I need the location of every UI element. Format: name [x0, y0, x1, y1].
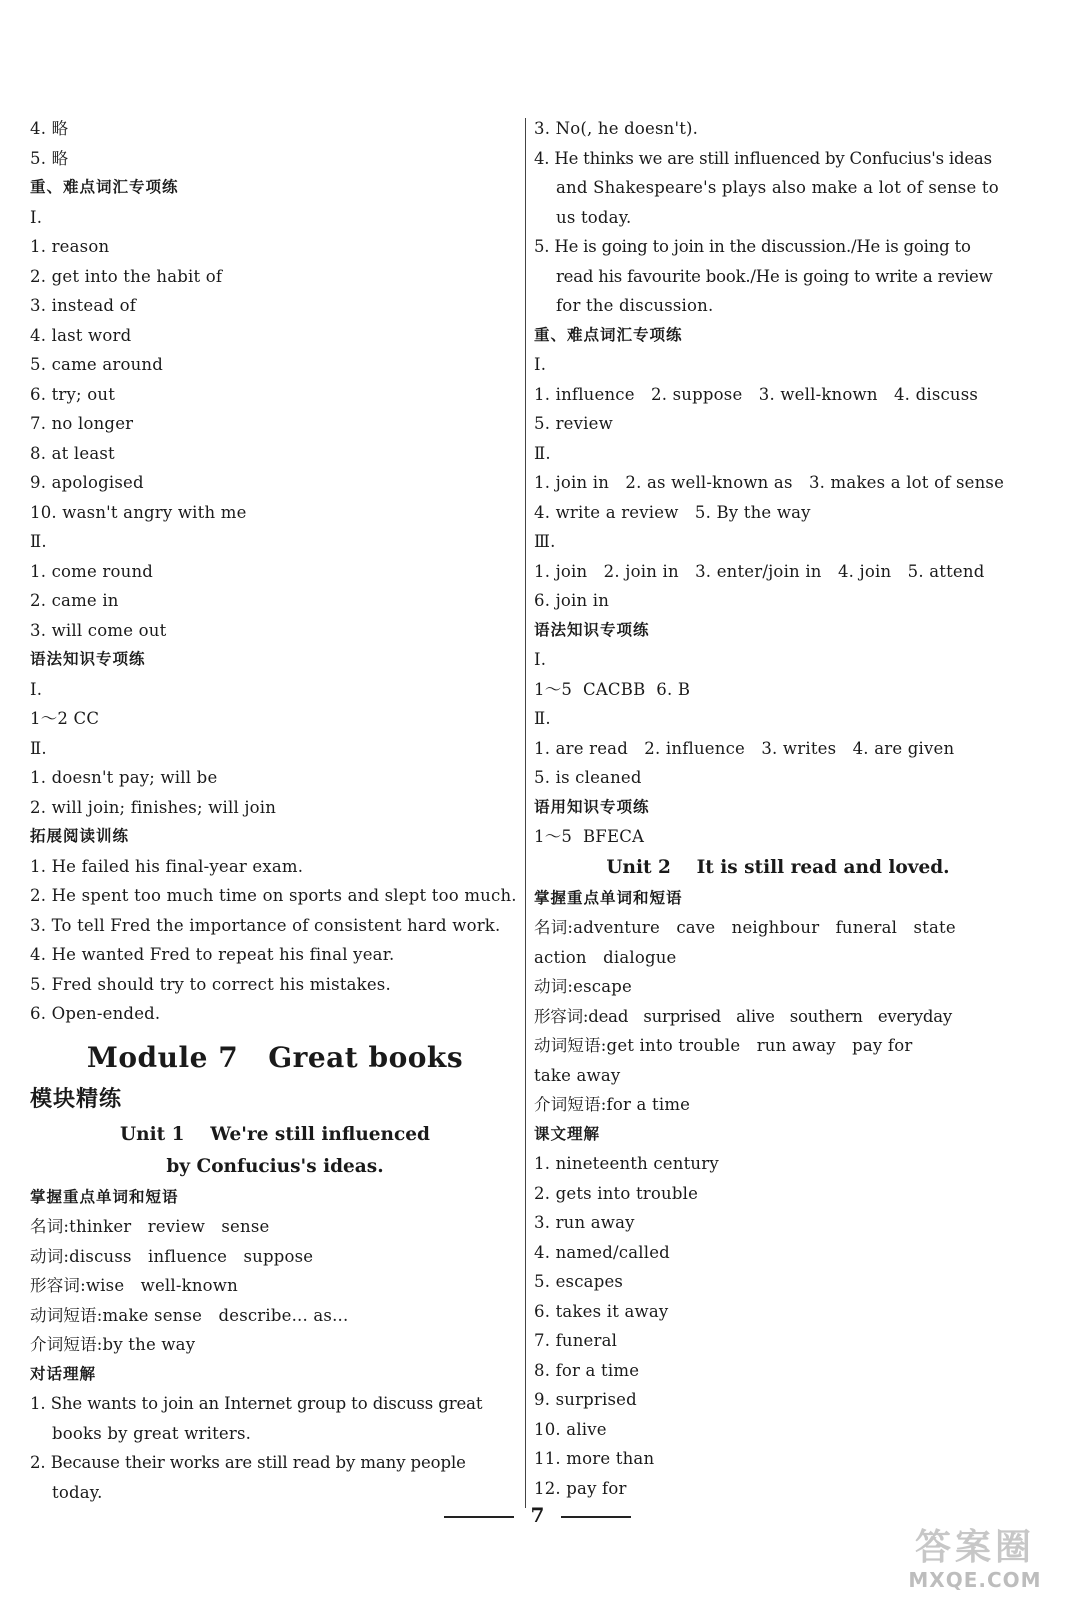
answer-line: 1. He failed his final-year exam. — [30, 856, 304, 876]
roman-numeral: Ⅱ. — [534, 443, 551, 463]
answer-line: 3. No(, he doesn't). — [534, 119, 699, 138]
roman-numeral: Ⅲ. — [534, 532, 556, 551]
answer-line: 1～5 BFECA — [534, 827, 645, 846]
answer-line: 1～5 CACBB 6. B — [534, 679, 691, 699]
module-name: Great books — [268, 1040, 464, 1074]
section-heading-keywords: 掌握重点单词和短语 — [534, 888, 683, 907]
answer-line: 1. nineteenth century — [534, 1154, 719, 1173]
answer-line: 2. He spent too much time on sports and slept too much. — [30, 886, 517, 905]
answer-line: 1. reason — [30, 237, 110, 256]
module-label: Module 7 — [86, 1040, 239, 1074]
answer-line: 4. write a review 5. By the way — [534, 502, 811, 522]
answer-line: 5. is cleaned — [534, 768, 642, 787]
answer-line: 5. escapes — [534, 1272, 624, 1291]
section-heading-usage: 语用知识专项练 — [534, 797, 650, 816]
answer-line: 5. review — [534, 414, 613, 433]
answer-continuation: today. — [52, 1482, 103, 1502]
answer-line: 2. get into the habit of — [30, 266, 223, 286]
answer-continuation: and Shakespeare's plays also make a lot of sense to — [556, 178, 999, 197]
answer-line: 6. Open-ended. — [30, 1004, 161, 1023]
answer-line: 3. will come out — [30, 620, 167, 640]
answer-line: 2. Because their works are still read by many people — [30, 1453, 466, 1472]
keyword-line: 介词短语:by the way — [30, 1335, 196, 1354]
answer-line: 10. alive — [534, 1419, 607, 1439]
answer-line: 6. join in — [534, 591, 610, 610]
answer-line: 5. He is going to join in the discussion./He is going to — [534, 237, 971, 256]
answer-continuation: us today. — [556, 207, 632, 227]
answer-line: 4. named/called — [534, 1242, 670, 1262]
answer-line: 2. will join; finishes; will join — [30, 797, 277, 817]
roman-numeral: Ⅰ. — [30, 679, 43, 699]
unit2-title: Unit 2 It is still read and loved. — [606, 856, 950, 878]
answer-line: 2. came in — [30, 591, 119, 610]
section-title: 模块精练 — [30, 1086, 123, 1112]
watermark-logo-text: 答案圈 — [914, 1527, 1035, 1568]
answer-continuation: read his favourite book./He is going to write a review — [556, 266, 993, 286]
answer-line: 4. 略 — [30, 119, 69, 138]
roman-numeral: Ⅰ. — [534, 650, 547, 669]
answer-line: 4. He thinks we are still influenced by Confucius's ideas — [534, 148, 992, 168]
roman-numeral: Ⅱ. — [30, 532, 47, 551]
keyword-line: action dialogue — [534, 947, 677, 967]
unit1-title-line1: Unit 1 We're still influenced — [120, 1123, 430, 1145]
answer-line: 1. are read 2. influence 3. writes 4. are given — [534, 738, 955, 758]
keyword-line: 介词短语:for a time — [534, 1095, 691, 1114]
keyword-line: 形容词:dead surprised alive southern everyday — [534, 1006, 953, 1026]
answer-line: 5. came around — [30, 355, 163, 374]
answer-line: 3. instead of — [30, 296, 137, 315]
section-heading-text: 课文理解 — [534, 1124, 601, 1143]
keyword-line: 名词:adventure cave neighbour funeral state — [534, 918, 956, 937]
answer-line: 9. surprised — [534, 1390, 637, 1409]
answer-line: 12. pay for — [534, 1478, 627, 1498]
watermark-domain: MXQE.COM — [908, 1568, 1042, 1592]
answer-line: 6. try; out — [30, 384, 116, 404]
keyword-line: take away — [534, 1065, 621, 1085]
answer-line: 1～2 CC — [30, 709, 100, 728]
answer-line: 1. come round — [30, 561, 154, 581]
answer-line: 1. doesn't pay; will be — [30, 768, 218, 787]
page-number: 7 — [530, 1503, 545, 1527]
footer-ornament-right — [561, 1516, 631, 1518]
column-divider — [525, 118, 526, 1508]
watermark-logo — [895, 1528, 1055, 1596]
answer-line: 6. takes it away — [534, 1301, 669, 1321]
answer-line: 3. run away — [534, 1213, 635, 1232]
roman-numeral: Ⅱ. — [534, 709, 551, 728]
answer-line: 4. last word — [30, 325, 132, 345]
answer-line: 7. funeral — [534, 1331, 618, 1350]
answer-continuation: for the discussion. — [556, 296, 714, 315]
answer-line: 4. He wanted Fred to repeat his final year. — [30, 945, 395, 964]
roman-numeral: Ⅱ. — [30, 738, 47, 758]
page-footer — [0, 1500, 1075, 1530]
answer-line: 1. join in 2. as well-known as 3. makes a lot of sense — [534, 473, 1005, 492]
section-heading-dialogue: 对话理解 — [30, 1364, 97, 1383]
keyword-line: 动词:discuss influence suppose — [30, 1246, 314, 1266]
section-heading-grammar: 语法知识专项练 — [534, 620, 650, 639]
answer-line: 8. at least — [30, 443, 115, 463]
section-heading-vocab: 重、难点词汇专项练 — [534, 325, 683, 344]
section-heading-vocab: 重、难点词汇专项练 — [30, 178, 179, 196]
roman-numeral: Ⅰ. — [30, 207, 43, 227]
answer-continuation: books by great writers. — [52, 1423, 252, 1443]
answer-line: 5. 略 — [30, 148, 69, 168]
answer-line: 9. apologised — [30, 473, 144, 492]
unit1-title-line2: by Confucius's ideas. — [166, 1155, 384, 1177]
answer-line: 7. no longer — [30, 414, 134, 433]
answer-line: 1. join 2. join in 3. enter/join in 4. join 5. attend — [534, 561, 985, 581]
answer-line: 3. To tell Fred the importance of consistent hard work. — [30, 915, 501, 935]
keyword-line: 动词短语:make sense describe... as... — [30, 1305, 349, 1325]
module-title — [30, 1035, 520, 1081]
answer-line: 8. for a time — [534, 1360, 640, 1380]
answer-line: 11. more than — [534, 1449, 655, 1468]
left-column — [30, 114, 520, 1507]
keyword-line: 形容词:wise well-known — [30, 1276, 238, 1295]
roman-numeral: Ⅰ. — [534, 355, 547, 374]
answer-line: 1. influence 2. suppose 3. well-known 4. discuss — [534, 384, 979, 404]
right-column — [534, 114, 1022, 1503]
footer-ornament-left — [444, 1516, 514, 1518]
section-heading-grammar: 语法知识专项练 — [30, 650, 146, 668]
keyword-line: 名词:thinker review sense — [30, 1217, 270, 1236]
answer-line: 10. wasn't angry with me — [30, 502, 247, 522]
keyword-line: 动词短语:get into trouble run away pay for — [534, 1036, 913, 1055]
section-heading-keywords: 掌握重点单词和短语 — [30, 1187, 179, 1206]
answer-line: 1. She wants to join an Internet group to discuss great — [30, 1394, 483, 1413]
answer-line: 5. Fred should try to correct his mistakes. — [30, 974, 391, 994]
section-heading-reading: 拓展阅读训练 — [30, 827, 130, 845]
keyword-line: 动词:escape — [534, 977, 632, 996]
answer-line: 2. gets into trouble — [534, 1183, 699, 1203]
